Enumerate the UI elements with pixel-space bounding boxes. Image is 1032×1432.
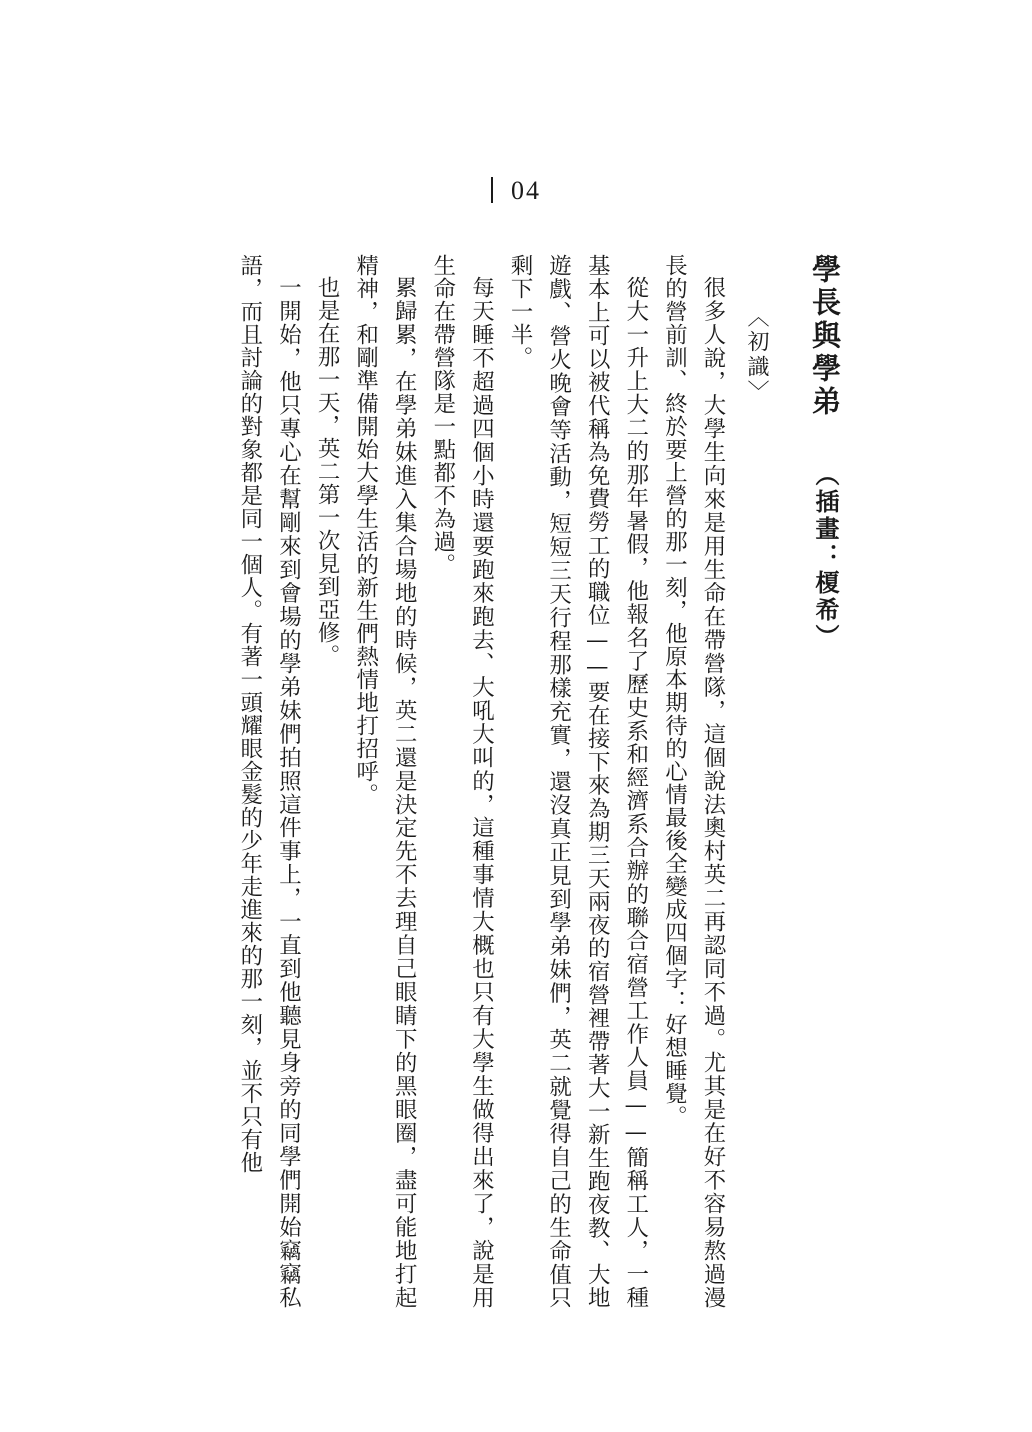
body-text	[230, 254, 732, 1309]
chapter-title: 學長與學弟	[808, 254, 842, 419]
paragraph: 從大一升上大二的那年暑假，他報名了歷史系和經濟系合辦的聯合宿營工作人員——簡稱工人，一種基本上可以被代稱為免費勞工的職位——要在接下來為期三天兩夜的宿營裡帶著大一新生跑夜教、大地遊戲、營火晚會等活動，短短三天行程那樣充實，還沒真正見到學弟妹們，英二就覺得自己的生命值只剩下一半。	[507, 254, 649, 1309]
paragraph: 也是在那一天，英二第一次見到亞修。	[314, 276, 341, 668]
paragraph: 很多人說，大學生向來是用生命在帶營隊，這個說法奧村英二再認同不過。尤其是在好不容易熬過漫長的營前訓、終於要上營的那一刻，他原本期待的心情最後全變成四個字：好想睡覺。	[661, 254, 726, 1309]
section-heading: 〈初識〉	[744, 305, 769, 405]
paragraph: 每天睡不超過四個小時還要跑來跑去、大吼大叫的，這種事情大概也只有大學生做得出來了，說是用生命在帶營隊是一點都不為過。	[429, 254, 495, 1309]
paragraph: 一開始，他只專心在幫剛來到會場的學弟妹們拍照這件事上，一直到他聽見身旁的同學們開始竊竊私語，而且討論的對象都是同一個人。有著一頭耀眼金髮的少年走進來的那一刻，並不只有他	[236, 254, 302, 1309]
page-number-text: 04	[511, 176, 541, 205]
paragraph: 累歸累，在學弟妹進入集合場地的時候，英二還是決定先不去理自己眼睛下的黑眼圈，盡可能地打起精神，和剛準備開始大學生活的新生們熱情地打招呼。	[352, 254, 418, 1309]
page-number	[0, 176, 1032, 206]
page-number-bar	[491, 177, 493, 203]
illustrator-credit: （插畫：榎希）	[811, 462, 840, 651]
